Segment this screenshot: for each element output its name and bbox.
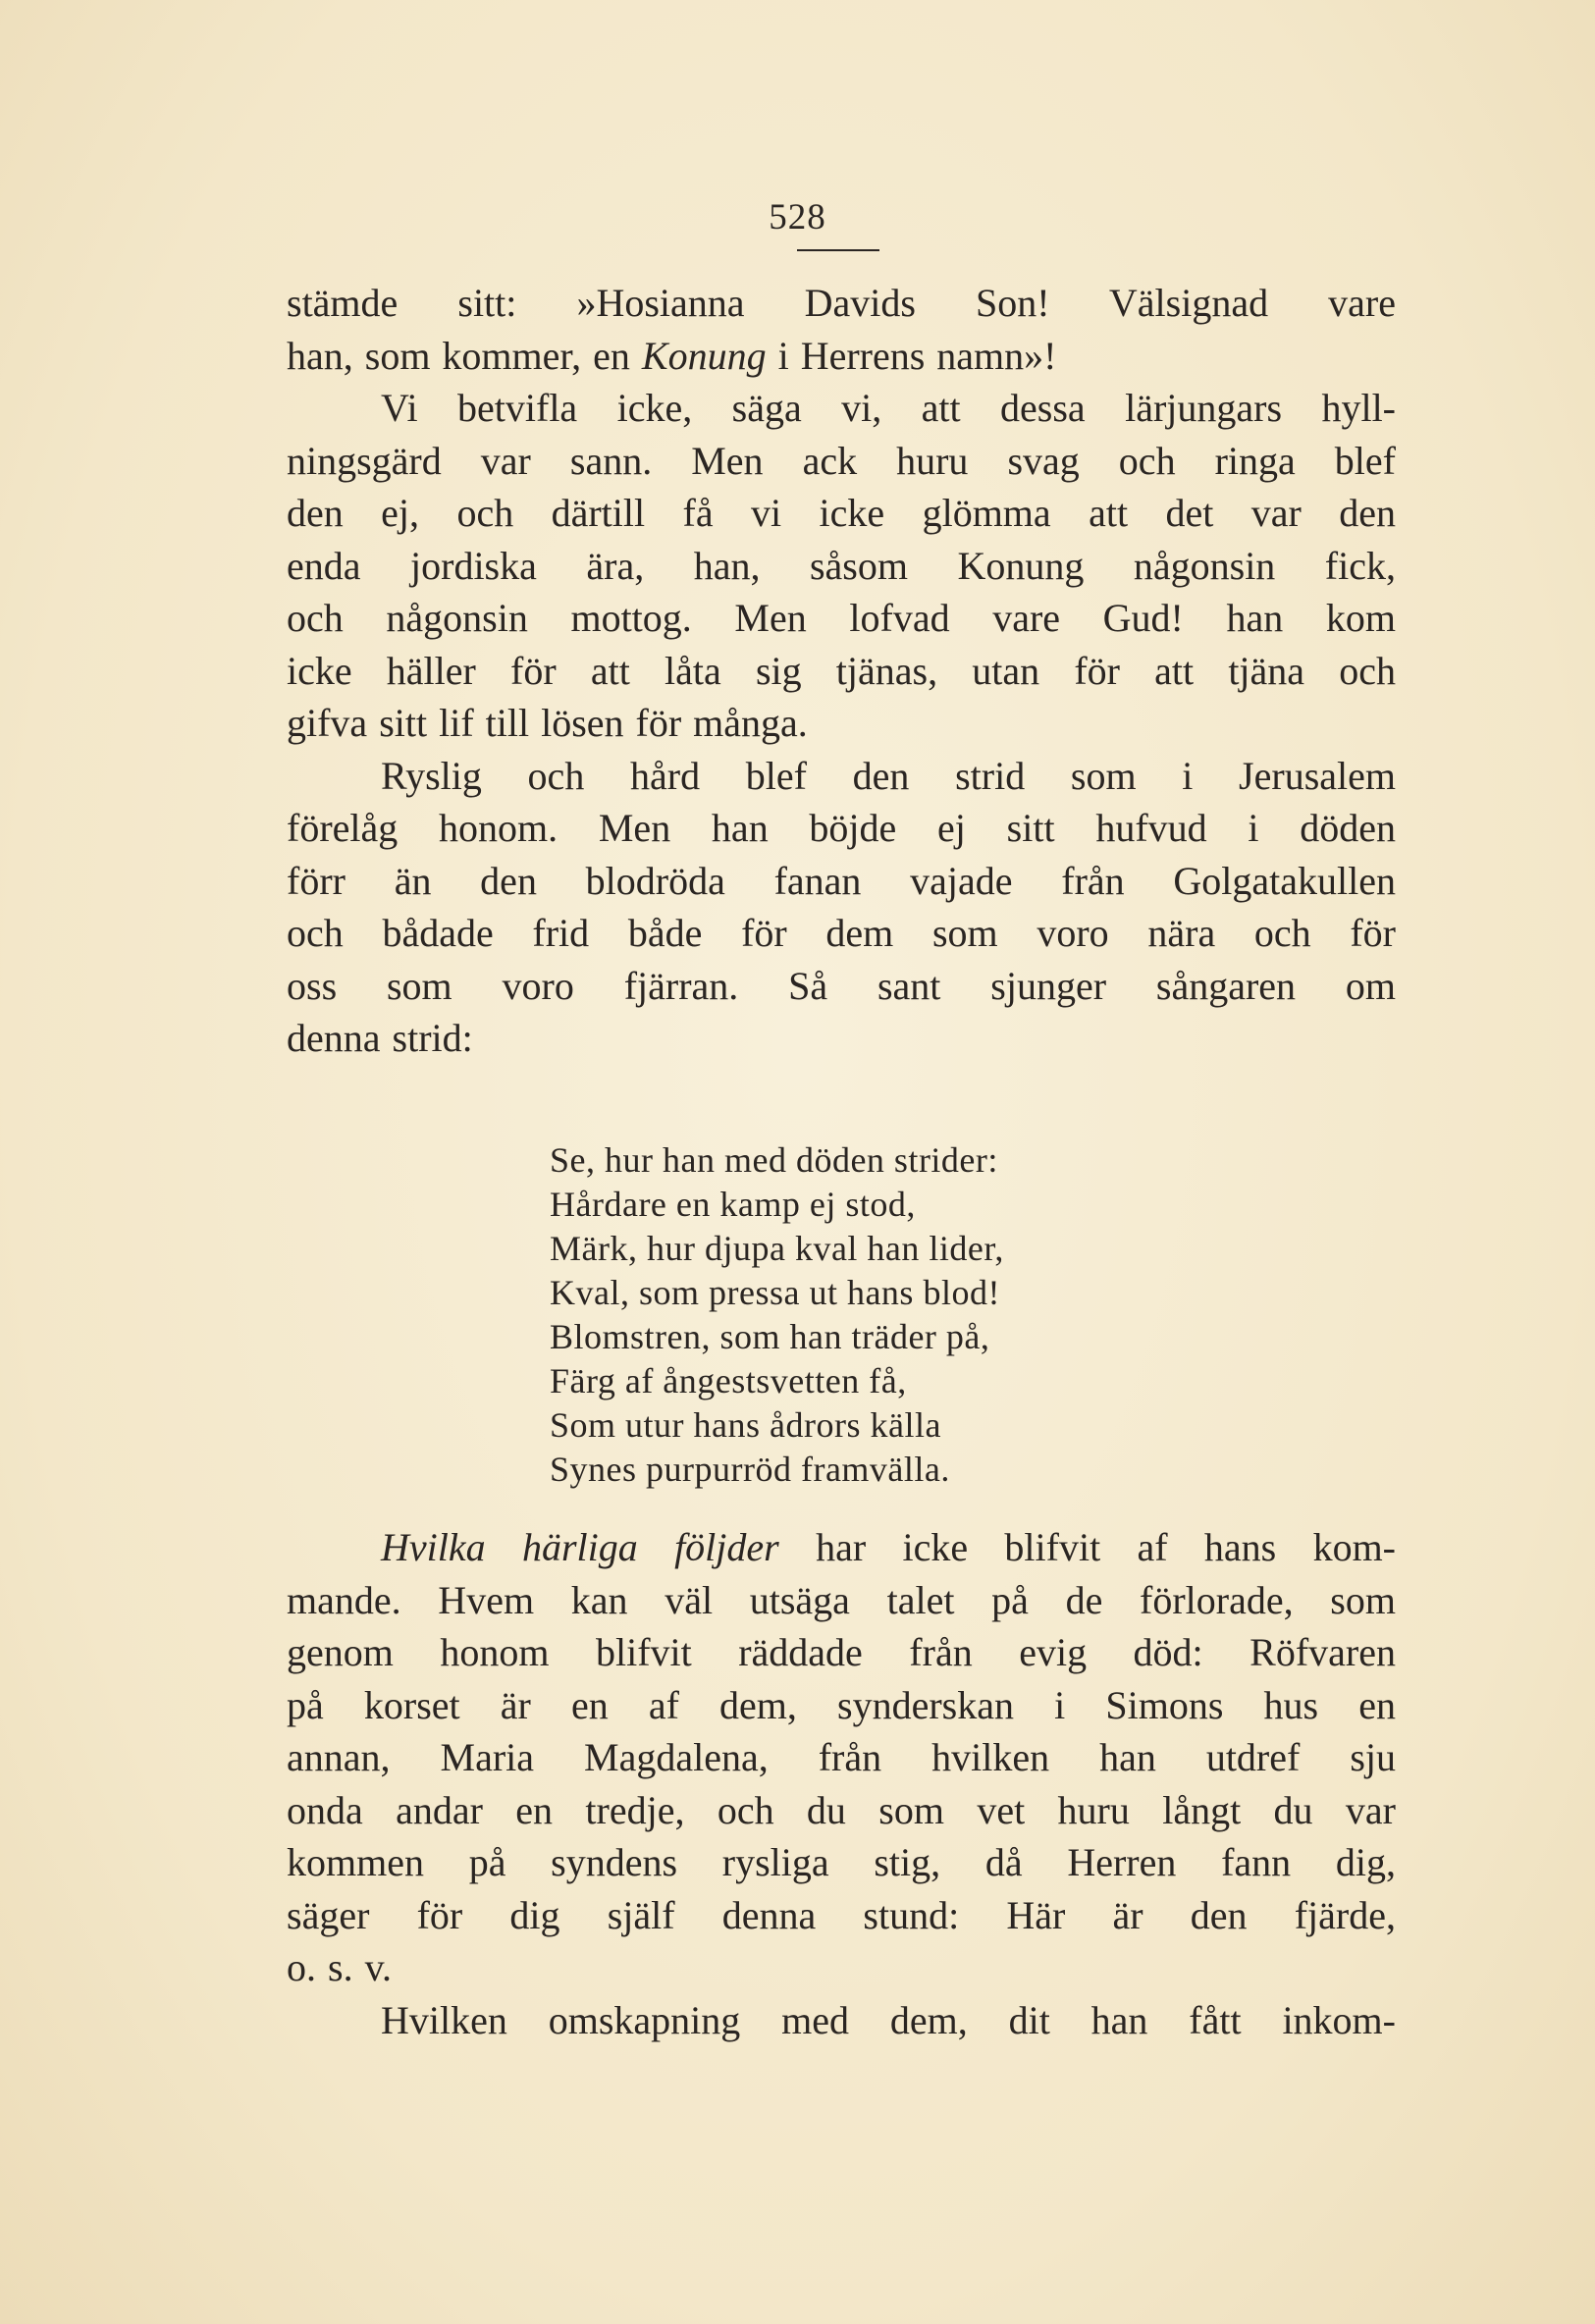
page-number-rule: [797, 249, 879, 251]
poem-line: Se, hur han med döden strider:: [550, 1140, 998, 1180]
text-line: Vi betvifla icke, säga vi, att dessa lärjungars hyll-: [381, 386, 1396, 430]
text-line: på korset är en af dem, synderskan i Simons hus en: [287, 1682, 1396, 1727]
text-line: och bådade frid både för dem som voro nära och för: [287, 911, 1396, 955]
poem-line: Som utur hans ådrors källa: [550, 1405, 941, 1445]
poem-line: Hårdare en kamp ej stod,: [550, 1185, 916, 1224]
poem-stanza: [550, 1138, 1158, 1492]
text-line: Hvilka härliga följder har icke blifvit af hans kom-: [381, 1525, 1396, 1569]
text-line: denna strid:: [287, 1016, 473, 1060]
text-line: onda andar en tredje, och du som vet huru långt du var: [287, 1787, 1396, 1832]
text-line: Hvilken omskapning med dem, dit han fått inkom-: [381, 1997, 1396, 2042]
text-line: säger för dig själf denna stund: Här är den fjärde,: [287, 1892, 1396, 1937]
poem-line: Synes purpurröd framvälla.: [550, 1450, 950, 1489]
text-line: gifva sitt lif till lösen för många.: [287, 701, 808, 745]
body-text-bottom: [287, 1521, 1396, 2046]
text-line: kommen på syndens rysliga stig, då Herren fann dig,: [287, 1840, 1396, 1884]
text-line: stämde sitt: »Hosianna Davids Son! Välsignad vare: [287, 281, 1396, 325]
poem-line: Blomstren, som han träder på,: [550, 1317, 990, 1356]
text-line: han, som kommer, en Konung i Herrens namn»!: [287, 333, 1057, 378]
text-line: den ej, och därtill få vi icke glömma att det var den: [287, 491, 1396, 535]
text-line: förelåg honom. Men han böjde ej sitt hufvud i döden: [287, 806, 1396, 850]
italic-phrase: Hvilka härliga följder: [381, 1525, 779, 1569]
body-text-top: [287, 277, 1396, 1065]
text-line: och någonsin mottog. Men lofvad vare Gud! han kom: [287, 596, 1396, 640]
text-line: förr än den blodröda fanan vajade från Golgatakullen: [287, 858, 1396, 903]
text-line: mande. Hvem kan väl utsäga talet på de förlorade, som: [287, 1577, 1396, 1622]
text-line: oss som voro fjärran. Så sant sjunger sångaren om: [287, 963, 1396, 1008]
page-number: 528: [769, 197, 826, 238]
italic-word: Konung: [641, 333, 767, 378]
poem-line: Kval, som pressa ut hans blod!: [550, 1273, 1000, 1312]
text-line: icke häller för att låta sig tjänas, utan för att tjäna och: [287, 648, 1396, 693]
text-line: annan, Maria Magdalena, från hvilken han utdref sju: [287, 1735, 1396, 1779]
text-line: Ryslig och hård blef den strid som i Jerusalem: [381, 753, 1396, 798]
poem-line: Märk, hur djupa kval han lider,: [550, 1229, 1004, 1268]
text-line: o. s. v.: [287, 1945, 392, 1989]
text-line: genom honom blifvit räddade från evig död: Röfvaren: [287, 1630, 1396, 1674]
text-line: enda jordiska ära, han, såsom Konung någonsin fick,: [287, 543, 1396, 588]
text-line: ningsgärd var sann. Men ack huru svag och ringa blef: [287, 438, 1396, 483]
poem-line: Färg af ångestsvetten få,: [550, 1361, 907, 1400]
